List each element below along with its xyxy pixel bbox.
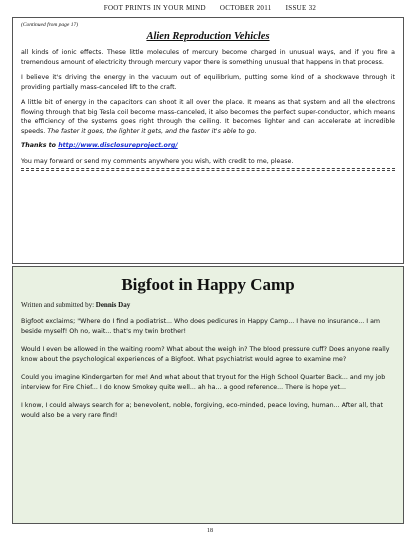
paragraph-italic-tail: The faster it goes, the lighter it gets, and the faster it's able to go. (47, 127, 257, 135)
article-alien-reproduction (12, 17, 404, 264)
byline-author: Dennis Day (95, 301, 131, 309)
issue-number: ISSUE 32 (285, 4, 317, 12)
byline-prefix: Written and submitted by: (21, 301, 95, 309)
article-paragraph: Could you imagine Kindergarten for me! And what about that tryout for the High School Quarter Back... and my job interview for Fire Chief... I do know Smokey quite well... ah ha... a good reference... There is hope yet... (21, 374, 386, 391)
thanks-prefix: Thanks to (21, 142, 56, 149)
disclosure-project-link[interactable]: http://www.disclosureproject.org/ (58, 142, 178, 149)
forward-note: You may forward or send my comments anywhere you wish, with credit to me, please. (21, 158, 294, 165)
article-paragraph: Would I even be allowed in the waiting room? What about the weigh in? The blood pressure cuff? Does anyone really know about the psychological experiences of a Bigfoot. What psychiatrist would agree to examine me? (21, 346, 390, 363)
issue-date: OCTOBER 2011 (219, 4, 272, 12)
byline (21, 301, 395, 309)
continued-note: (Continued from page 17) (21, 22, 79, 28)
article-paragraph: Bigfoot exclaims; "Where do I find a podiatrist... Who does pedicures in Happy Camp... I have no insurance... I am beside myself! Oh no, wait... that's my twin brother! (21, 318, 381, 335)
article-title: Bigfoot in Happy Camp (121, 275, 295, 294)
article-bigfoot (12, 266, 404, 524)
article-paragraph: I know, I could always search for a; benevolent, noble, forgiving, eco-minded, peace loving, human... After all, that would also be a very rare find! (21, 402, 383, 419)
article-paragraph (21, 98, 395, 136)
page-header (0, 4, 420, 12)
article-paragraph: I believe it's driving the energy in the vacuum out of equilibrium, putting some kind of a shockwave through it providing partially mass-canceled lift to the craft. (21, 74, 395, 91)
thanks-line (21, 142, 395, 149)
paragraph-text: A little bit of energy in the capacitors can shoot it all over the place. It means as that system and all the electrons flowing through that big Tesla coil become mass-canceled, it also becomes the perfect super-conductor, which means the efficiency of the systems goes right through the ceiling. It becomes lighter and can accelerate at incredible speeds. (21, 99, 395, 135)
article-paragraph: all kinds of ionic effects. These little molecules of mercury become charged in unusual ways, and if you fire a tremendous amount of electricity through mercury vapor there is something unusual that happens in that process. (21, 49, 395, 66)
divider-rule (21, 168, 395, 171)
publication-name: FOOT PRINTS IN YOUR MIND (103, 4, 206, 12)
page-number: 18 (207, 528, 213, 534)
article-title: Alien Reproduction Vehicles (146, 31, 270, 42)
